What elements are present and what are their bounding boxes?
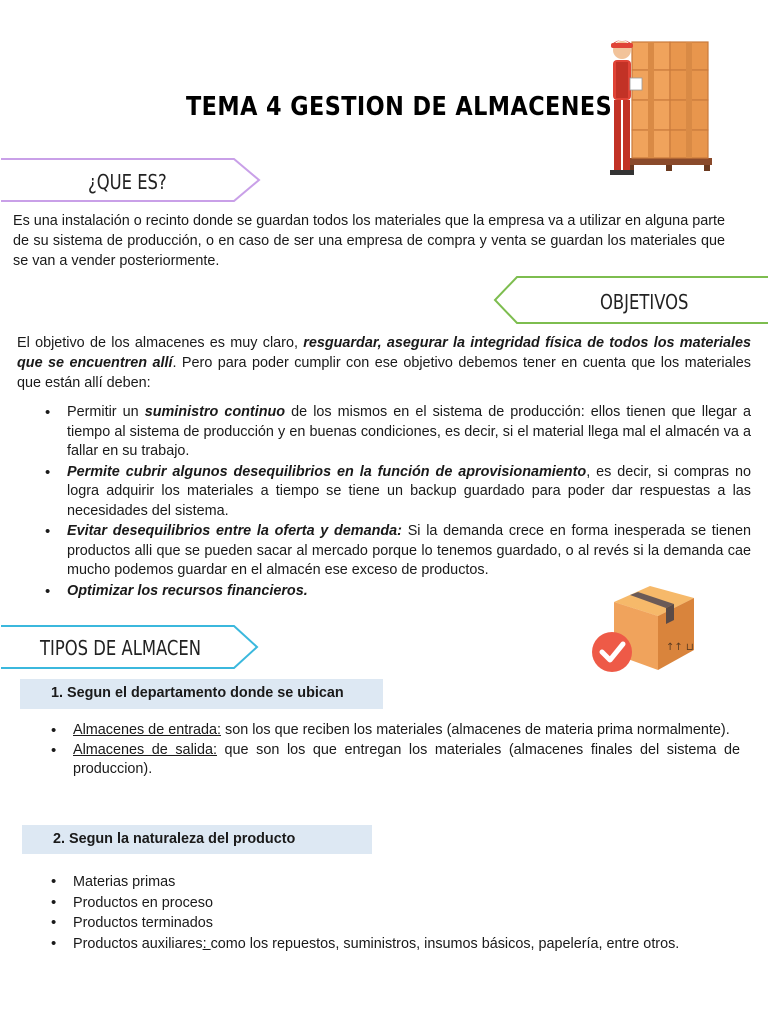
bullet-emphasis: Optimizar los recursos financieros. bbox=[67, 582, 308, 599]
bullet-text: , es decir, si compras no logra adquirir los materiales a tiempo se tiene un backup guardado para poder dar respuestas a las necesidades del sistema. bbox=[67, 463, 751, 519]
tipos-section-2-header bbox=[22, 825, 372, 854]
objetivos-heading: OBJETIVOS bbox=[600, 290, 689, 314]
objetivos-intro-text-2: . Pero para poder cumplir con ese objetivo debemos tener en cuenta que los materiales que están allí deben: bbox=[17, 355, 751, 391]
warehouse-worker-illustration bbox=[596, 30, 716, 186]
bullet-text: de los mismos en el sistema de producción: ellos tienen que llegar a tiempo al sistema de producción y en buenas condiciones, es decir, si el material llega mal el almacén va a fallar en su trabajo. bbox=[67, 404, 752, 459]
objetivos-intro-text-1: El objetivo de los almacenes es muy claro, bbox=[17, 335, 304, 351]
bullet-emphasis: Permite cubrir algunos desequilibrios en la función de aprovisionamiento bbox=[67, 463, 587, 480]
objetivos-bullet bbox=[67, 463, 751, 522]
tipos-section-1-header bbox=[20, 679, 383, 709]
tipos-section-1-list bbox=[73, 721, 740, 780]
objetivos-bullet-list bbox=[67, 403, 751, 601]
item-description: como los repuestos, suministros, insumos básicos, papelería, entre otros. bbox=[210, 935, 680, 952]
bullet-text: Permitir un bbox=[67, 404, 145, 420]
item-description: son los que reciben los materiales (almacenes de materia prima normalmente). bbox=[221, 722, 730, 738]
bullet-emphasis: suministro continuo bbox=[144, 404, 286, 420]
que-es-heading: ¿QUE ES? bbox=[88, 170, 167, 194]
item-description: que son los que entregan los materiales (almacenes finales del sistema de produccion). bbox=[73, 741, 740, 777]
tipos-section-2-item bbox=[73, 893, 740, 914]
tipos-section-2-item bbox=[73, 872, 740, 893]
objetivos-bullet bbox=[67, 522, 751, 581]
tipos-section-1-item bbox=[73, 721, 740, 741]
tipos-section-1-item bbox=[73, 741, 740, 780]
bullet-emphasis: Evitar desequilibrios entre la oferta y demanda: bbox=[67, 523, 402, 539]
item-term: Almacenes de salida: bbox=[73, 741, 217, 758]
tipos-section-2-item bbox=[73, 934, 740, 955]
que-es-paragraph: Es una instalación o recinto donde se guardan todos los materiales que la empresa va a utilizar en alguna parte de su sistema de producción, o en caso de ser una empresa de compra y venta se guardan los materiales que se van a vender posteriormente. bbox=[13, 213, 725, 269]
objetivos-intro-bold: resguardar, asegurar la integridad física de todos los materiales que se encuentren allí bbox=[17, 335, 751, 371]
tipos-heading: TIPOS DE ALMACEN bbox=[40, 636, 202, 660]
bullet-text: Si la demanda crece en forma inesperada se tienen productos alli que se pueden sacar al mercado porque lo tenemos guardado, o al revés si la demanda cae mucho podemos guardar en el almacén ese exceso de productos. bbox=[67, 523, 751, 578]
box-check-icon bbox=[586, 584, 698, 676]
item-text: Productos auxiliares bbox=[73, 935, 203, 952]
tipos-section-2-heading: 2. Segun la naturaleza del producto bbox=[53, 831, 296, 847]
tipos-section-1-heading: 1. Segun el departamento donde se ubican bbox=[51, 685, 344, 701]
svg-text:↑↑ ⊔: ↑↑ ⊔ bbox=[666, 642, 694, 653]
objetivos-bullet bbox=[67, 403, 751, 462]
page-title: TEMA 4 GESTION DE ALMACENES bbox=[186, 92, 613, 122]
tipos-section-2-item bbox=[73, 913, 740, 934]
item-text: Productos terminados bbox=[73, 915, 213, 931]
item-text: Productos en proceso bbox=[73, 894, 213, 911]
tipos-section-2-list bbox=[73, 872, 740, 954]
item-text: Materias primas bbox=[73, 874, 176, 890]
item-separator: : bbox=[202, 935, 211, 952]
objetivos-intro bbox=[17, 333, 751, 393]
item-term: Almacenes de entrada: bbox=[73, 722, 221, 738]
